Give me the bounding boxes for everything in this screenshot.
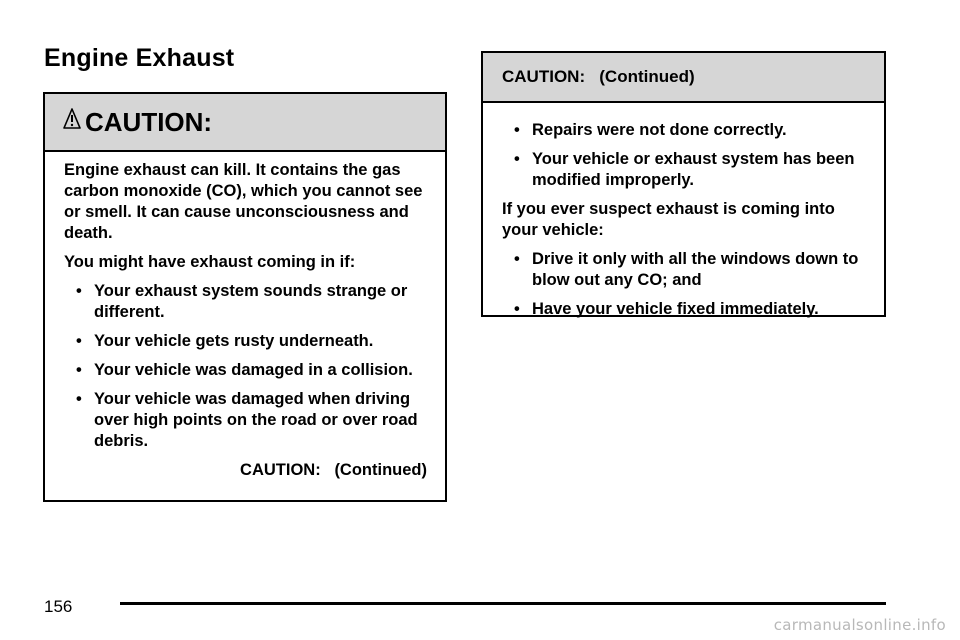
caution-body — [45, 152, 445, 481]
list-item: • Repairs were not done correctly. — [502, 120, 866, 141]
continued-header — [483, 53, 884, 103]
caution-header — [45, 94, 445, 152]
page-heading: Engine Exhaust — [44, 44, 235, 72]
footer-rule — [120, 602, 886, 605]
list-item: • Your vehicle was damaged when driving over high points on the road or over road debris. — [64, 389, 427, 452]
caution-title: CAUTION: — [85, 106, 213, 137]
watermark: carmanualsonline.info — [773, 616, 946, 634]
continued-title: CAUTION: (Continued) — [502, 67, 695, 86]
continued-body — [483, 103, 884, 320]
caution-continued-box — [481, 51, 886, 317]
list-item: • Your vehicle or exhaust system has been modified improperly. — [502, 149, 866, 191]
warning-triangle-icon — [63, 108, 81, 130]
caution-intro: Engine exhaust can kill. It contains the gas carbon monoxide (CO), which you cannot see or smell. It can cause unconsciousness and death. — [64, 161, 423, 242]
continued-bullet-list-2 — [502, 249, 866, 320]
list-item: • Your exhaust system sounds strange or different. — [64, 281, 427, 323]
continued-note: CAUTION: (Continued) — [240, 461, 427, 479]
list-item: • Your vehicle gets rusty underneath. — [64, 331, 427, 352]
caution-lead: You might have exhaust coming in if: — [64, 253, 356, 271]
continued-lead: If you ever suspect exhaust is coming into your vehicle: — [502, 200, 835, 239]
continued-bullet-list-1 — [502, 120, 866, 191]
page-number: 156 — [44, 597, 73, 616]
list-item: • Your vehicle was damaged in a collision. — [64, 360, 427, 381]
list-item: • Have your vehicle fixed immediately. — [502, 299, 866, 320]
caution-box — [43, 92, 447, 502]
caution-bullet-list — [64, 281, 427, 452]
list-item: • Drive it only with all the windows down to blow out any CO; and — [502, 249, 866, 291]
